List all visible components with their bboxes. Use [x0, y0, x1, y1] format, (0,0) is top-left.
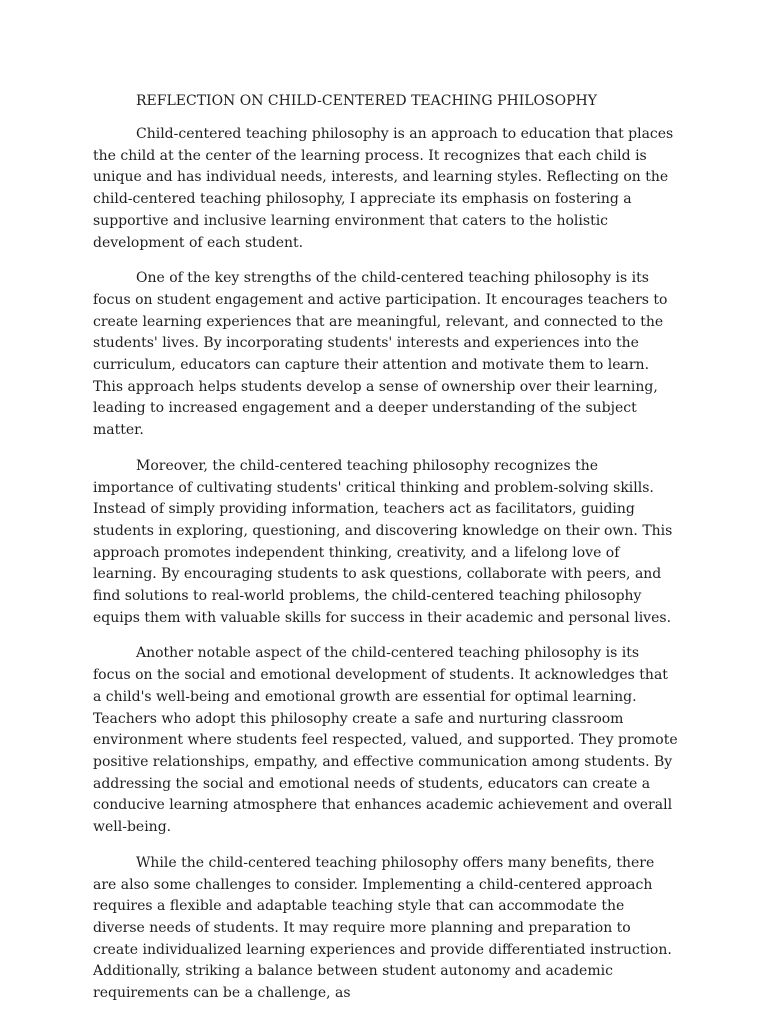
- document-body: [93, 90, 679, 1019]
- paragraph-4: Another notable aspect of the child-centered teaching philosophy is its focus on the social and emotional development of students. It acknowledges that a child's well-being and emotional growth are essential for optimal learning. Teachers who adopt this philosophy create a safe and nurturing classroom environment where students feel respected, valued, and supported. They promote positive relationships, empathy, and effective communication among students. By addressing the social and emotional needs of students, educators can create a conducive learning atmosphere that enhances academic achievement and overall well-being.: [93, 645, 678, 836]
- paragraph-1: Child-centered teaching philosophy is an approach to education that places the child at the center of the learning process. It recognizes that each child is unique and has individual needs, interests, and learning styles. Reflecting on the child-centered teaching philosophy, I appreciate its emphasis on fostering a supportive and inclusive learning environment that caters to the holistic development of each student.: [93, 126, 674, 251]
- paragraph-3: Moreover, the child-centered teaching philosophy recognizes the importance of cultivating students' critical thinking and problem-solving skills. Instead of simply providing information, teachers act as facilitators, guiding students in exploring, questioning, and discovering knowledge on their own. This approach promotes independent thinking, creativity, and a lifelong love of learning. By encouraging students to ask questions, collaborate with peers, and find solutions to real-world problems, the child-centered teaching philosophy equips them with valuable skills for success in their academic and personal lives.: [93, 457, 673, 626]
- paragraph-2: One of the key strengths of the child-centered teaching philosophy is its focus on student engagement and active participation. It encourages teachers to create learning experiences that are meaningful, relevant, and connected to the students' lives. By incorporating students' interests and experiences into the curriculum, educators can capture their attention and motivate them to learn. This approach helps students develop a sense of ownership over their learning, leading to increased engagement and a deeper understanding of the subject matter.: [93, 270, 668, 439]
- paragraph-5: While the child-centered teaching philosophy offers many benefits, there are also some challenges to consider. Implementing a child-centered approach requires a flexible and adaptable teaching style that can accommodate the diverse needs of students. It may require more planning and preparation to create individualized learning experiences and provide differentiated instruction. Additionally, striking a balance between student autonomy and academic requirements can be a challenge, as: [93, 854, 672, 1002]
- document-title: REFLECTION ON CHILD-CENTERED TEACHING PHILOSOPHY: [136, 93, 597, 109]
